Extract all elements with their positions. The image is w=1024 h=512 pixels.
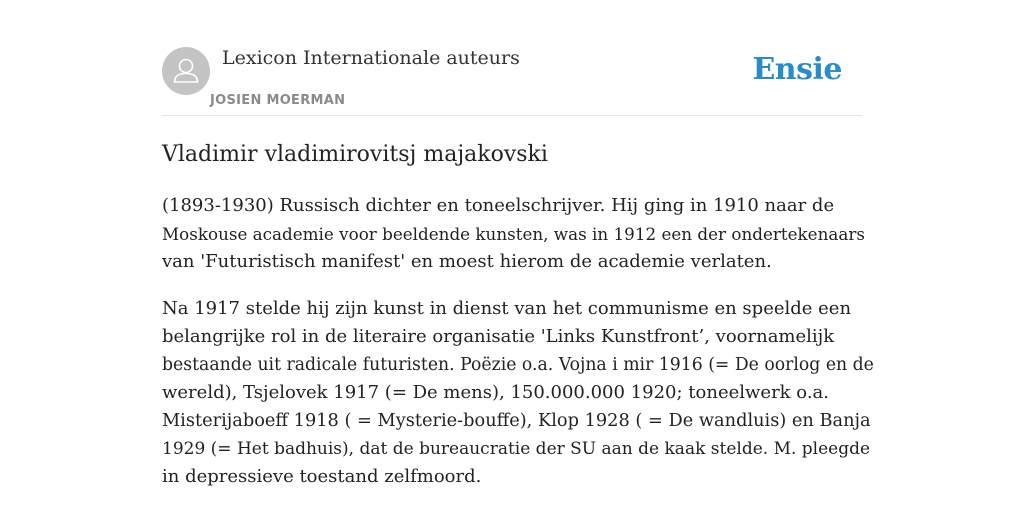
paragraph-line: wereld), Tsjelovek 1917 (= De mens), 150.000.000 1920; toneelwerk o.a. [162,382,829,403]
paragraph-line: Na 1917 stelde hij zijn kunst in dienst van het communisme en speelde een [162,298,852,319]
paragraph-line: belangrijke rol in de literaire organisatie 'Links Kunstfront’, voornamelijk [162,326,835,347]
article-paragraph-1 [162,192,872,276]
user-icon [162,47,210,95]
paragraph-line: van 'Futuristisch manifest' en moest hierom de academie verlaten. [162,251,772,272]
article-paragraph-2 [162,295,872,491]
paragraph-line: Moskouse academie voor beeldende kunsten, was in 1912 een der ondertekenaars [162,224,865,244]
header [162,46,862,116]
author-name[interactable]: JOSIEN MOERMAN [210,93,346,108]
ensie-logo[interactable]: Ensie [752,52,842,87]
lexicon-title-link[interactable]: Lexicon Internationale auteurs [222,47,520,69]
paragraph-line: 1929 (= Het badhuis), dat de bureaucratie der SU aan de kaak stelde. M. pleegde [162,439,871,459]
article-title: Vladimir vladimirovitsj majakovski [162,142,548,167]
paragraph-line: bestaande uit radicale futuristen. Poëzie o.a. Vojna i mir 1916 (= De oorlog en de [162,355,874,375]
paragraph-line: in depressieve toestand zelfmoord. [162,466,482,487]
avatar[interactable] [162,47,210,95]
paragraph-line: (1893-1930) Russisch dichter en toneelschrijver. Hij ging in 1910 naar de [162,195,835,216]
paragraph-line: Misterijaboeff 1918 ( = Mysterie-bouffe), Klop 1928 ( = De wandluis) en Banja [162,411,871,431]
